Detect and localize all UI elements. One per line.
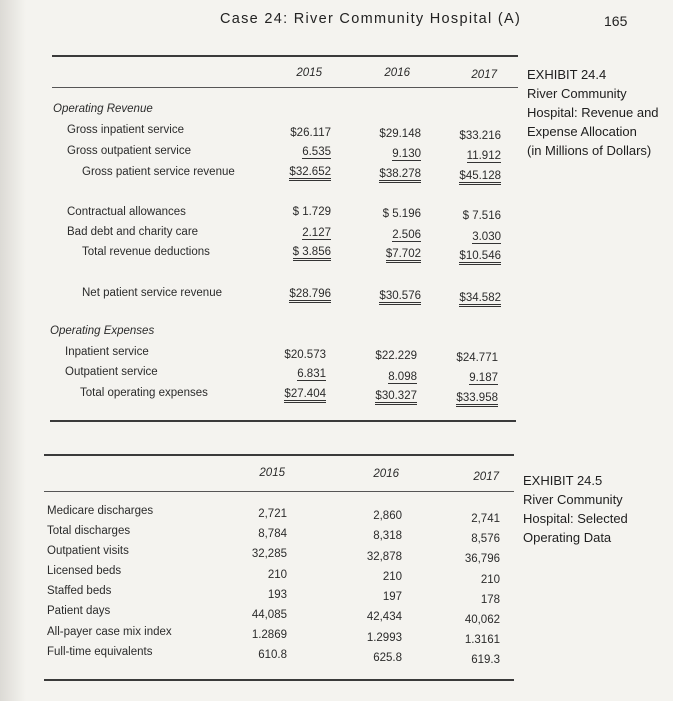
row-label: Inpatient service	[65, 346, 149, 358]
cell: $22.229	[375, 350, 417, 362]
table2-year-2016: 2016	[373, 468, 399, 480]
cell: $7.702	[386, 248, 421, 263]
cell: 610.8	[258, 649, 287, 661]
table2-year-2015: 2015	[259, 467, 285, 479]
cell: $29.148	[379, 128, 421, 140]
exhibit-24-5-number: EXHIBIT 24.5	[523, 473, 603, 488]
exhibit-24-4-caption	[527, 65, 659, 160]
row-label: Full-time equivalents	[47, 646, 153, 658]
row-label: Net patient service revenue	[82, 287, 222, 299]
cell: $ 7.516	[462, 210, 501, 222]
cell: 8,576	[471, 533, 500, 545]
exhibit-24-5-line2: River Community	[523, 492, 623, 507]
cell: 197	[382, 591, 402, 603]
cell: 210	[267, 569, 287, 581]
page-number: 165	[604, 13, 628, 29]
table1-header-rule	[52, 87, 518, 88]
cell: 619.3	[471, 654, 500, 666]
cell: 6.831	[297, 368, 326, 380]
cell: 9.187	[469, 372, 498, 384]
exhibit-24-4-line4: Expense Allocation	[527, 124, 637, 139]
row-label: Total revenue deductions	[82, 246, 210, 258]
cell: 1.2993	[366, 632, 402, 644]
row-label: Outpatient visits	[47, 545, 129, 557]
exhibit-24-4-line3: Hospital: Revenue and	[527, 105, 659, 120]
cell: 42,434	[366, 611, 402, 623]
cell: 8,784	[258, 528, 287, 540]
cell: 36,796	[464, 553, 500, 565]
cell: $26.117	[290, 127, 331, 139]
cell: 3.030	[472, 231, 501, 243]
cell: 1.3161	[464, 634, 500, 646]
operating-revenue-heading: Operating Revenue	[53, 103, 153, 115]
cell: 40,062	[464, 614, 500, 626]
cell: 193	[267, 589, 287, 601]
cell: $ 3.856	[293, 246, 331, 261]
row-label: Gross inpatient service	[67, 124, 184, 136]
cell: $20.573	[284, 349, 326, 361]
row-label: Bad debt and charity care	[67, 226, 199, 238]
cell: $33.216	[459, 130, 501, 142]
table1-year-2017: 2017	[471, 69, 497, 81]
cell: $28.796	[289, 288, 331, 303]
exhibit-24-4-line2: River Community	[527, 86, 627, 101]
cell: 210	[480, 574, 500, 586]
table1-bottom-rule	[50, 420, 516, 422]
exhibit-24-5-caption	[523, 471, 628, 547]
cell: 6.535	[302, 146, 331, 158]
cell: 2,741	[471, 513, 500, 525]
page-edge-shadow	[0, 0, 26, 701]
table1-top-rule	[52, 55, 518, 57]
row-label: Patient days	[47, 605, 111, 617]
cell: 1.2869	[251, 629, 287, 641]
row-label: All-payer case mix index	[47, 626, 172, 638]
cell: $38.278	[379, 168, 421, 183]
cell: 11.912	[466, 150, 501, 162]
table2-year-2017: 2017	[473, 471, 499, 483]
row-label: Medicare discharges	[47, 505, 154, 517]
cell: 625.8	[373, 652, 402, 664]
exhibit-24-4-number: EXHIBIT 24.4	[527, 67, 607, 82]
cell: 2,721	[258, 508, 287, 520]
cell: $24.771	[456, 352, 498, 364]
row-label: Gross outpatient service	[67, 145, 192, 157]
cell: 8.098	[388, 371, 417, 383]
cell: 44,085	[251, 609, 287, 621]
cell: 178	[480, 594, 500, 606]
cell: $10.546	[459, 250, 501, 265]
exhibit-24-5-line4: Operating Data	[523, 530, 612, 545]
exhibit-24-4-line5: (in Millions of Dollars)	[527, 143, 652, 158]
cell: 32,285	[251, 548, 287, 560]
cell: $32.652	[289, 166, 331, 181]
table1-year-2015: 2015	[296, 67, 322, 79]
cell: 2,860	[373, 510, 402, 522]
cell: 32,878	[366, 551, 402, 563]
table2-bottom-rule	[44, 679, 514, 681]
cell: $30.576	[379, 290, 421, 305]
row-label: Staffed beds	[47, 585, 112, 597]
row-label: Total operating expenses	[80, 387, 208, 399]
cell: $30.327	[375, 390, 417, 405]
cell: $45.128	[459, 170, 501, 185]
table2-header-rule	[44, 491, 514, 492]
row-label: Outpatient service	[65, 366, 158, 378]
row-label: Contractual allowances	[67, 206, 186, 218]
cell: $ 5.196	[382, 208, 421, 220]
cell: 2.506	[392, 229, 421, 241]
table2-top-rule	[44, 454, 514, 456]
row-label: Total discharges	[47, 525, 131, 537]
row-label: Gross patient service revenue	[82, 166, 235, 178]
cell: $34.582	[459, 292, 501, 307]
cell: $33.958	[456, 392, 498, 407]
cell: 9.130	[392, 148, 421, 160]
page-header: Case 24: River Community Hospital (A)	[220, 11, 522, 27]
cell: 210	[382, 571, 402, 583]
cell: $27.404	[284, 388, 326, 403]
operating-expenses-heading: Operating Expenses	[50, 325, 155, 337]
row-label: Licensed beds	[47, 565, 122, 577]
table1-year-2016: 2016	[384, 67, 410, 79]
cell: $ 1.729	[292, 206, 331, 218]
exhibit-24-5-line3: Hospital: Selected	[523, 511, 628, 526]
cell: 8,318	[373, 530, 402, 542]
cell: 2.127	[302, 227, 331, 239]
